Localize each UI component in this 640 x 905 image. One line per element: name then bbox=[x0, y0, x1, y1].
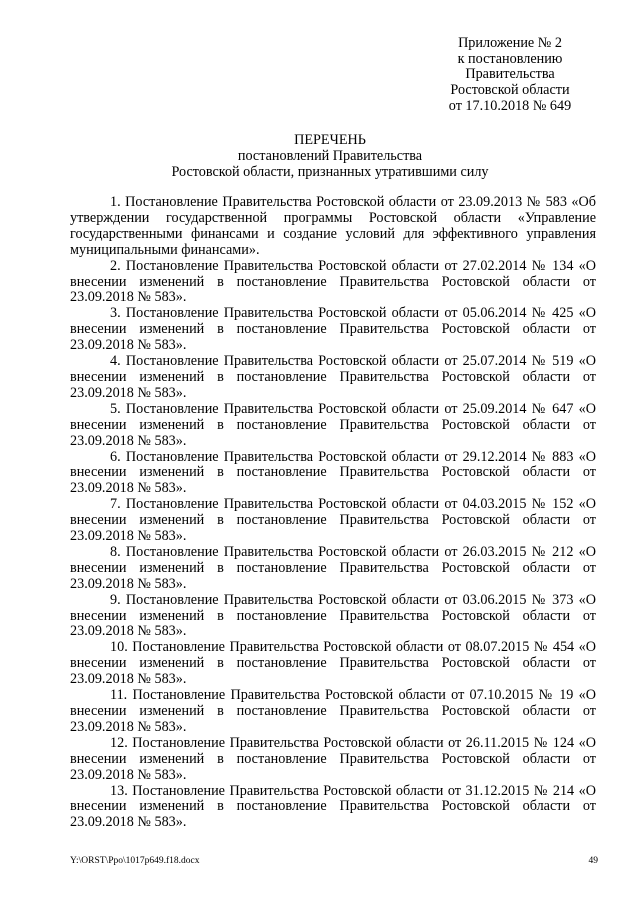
list-item: 7. Постановление Правительства Ростовской области от 04.03.2015 № 152 «О внесении изменений в постановление Правительства Ростовской области от 23.09.2018 № 583». bbox=[70, 496, 596, 545]
list-item: 3. Постановление Правительства Ростовской области от 05.06.2014 № 425 «О внесении изменений в постановление Правительства Ростовской области от 23.09.2018 № 583». bbox=[70, 305, 596, 354]
list-item: 13. Постановление Правительства Ростовской области от 31.12.2015 № 214 «О внесении изменений в постановление Правительства Ростовской области от 23.09.2018 № 583». bbox=[70, 782, 596, 831]
list-item: 1. Постановление Правительства Ростовской области от 23.09.2013 № 583 «Об утверждении государственной программы Ростовской области «Управление государственными финансами и создание условий для эффективного управления муниципальными финансами». bbox=[70, 194, 596, 258]
heading-subtitle: постановлений Правительства bbox=[237, 148, 423, 164]
page-number: 49 bbox=[588, 856, 598, 866]
heading-title: ПЕРЕЧЕНЬ bbox=[294, 132, 366, 148]
appendix-line: от 17.10.2018 № 649 bbox=[448, 97, 572, 114]
appendix-line: Приложение № 2 bbox=[458, 35, 562, 51]
list-item: 2. Постановление Правительства Ростовской области от 27.02.2014 № 134 «О внесении изменений в постановление Правительства Ростовской области от 23.09.2018 № 583». bbox=[70, 257, 596, 306]
footer-file-path: Y:\ORST\Ppo\1017p649.f18.docx bbox=[70, 856, 200, 866]
resolutions-list bbox=[70, 195, 596, 831]
list-item: 10. Постановление Правительства Ростовской области от 08.07.2015 № 454 «О внесении изменений в постановление Правительства Ростовской области от 23.09.2018 № 583». bbox=[70, 639, 596, 688]
list-item: 9. Постановление Правительства Ростовской области от 03.06.2015 № 373 «О внесении изменений в постановление Правительства Ростовской области от 23.09.2018 № 583». bbox=[70, 591, 596, 640]
list-item: 4. Постановление Правительства Ростовской области от 25.07.2014 № 519 «О внесении изменений в постановление Правительства Ростовской области от 23.09.2018 № 583». bbox=[70, 353, 596, 401]
list-item: 6. Постановление Правительства Ростовской области от 29.12.2014 № 883 «О внесении изменений в постановление Правительства Ростовской области от 23.09.2018 № 583». bbox=[70, 448, 596, 497]
heading-subtitle: Ростовской области, признанных утратившими силу bbox=[171, 164, 489, 180]
appendix-block bbox=[420, 36, 600, 115]
appendix-line: к постановлению bbox=[457, 50, 563, 67]
appendix-line: Ростовской области bbox=[450, 82, 570, 99]
list-item: 5. Постановление Правительства Ростовской области от 25.09.2014 № 647 «О внесении изменений в постановление Правительства Ростовской области от 23.09.2018 № 583». bbox=[70, 400, 596, 449]
list-item: 12. Постановление Правительства Ростовской области от 26.11.2015 № 124 «О внесении изменений в постановление Правительства Ростовской области от 23.09.2018 № 583». bbox=[70, 734, 596, 783]
document-heading bbox=[60, 132, 600, 180]
list-item: 11. Постановление Правительства Ростовской области от 07.10.2015 № 19 «О внесении изменений в постановление Правительства Ростовской области от 23.09.2018 № 583». bbox=[70, 687, 596, 735]
appendix-line: Правительства bbox=[465, 66, 555, 83]
list-item: 8. Постановление Правительства Ростовской области от 26.03.2015 № 212 «О внесении изменений в постановление Правительства Ростовской области от 23.09.2018 № 583». bbox=[70, 543, 596, 592]
